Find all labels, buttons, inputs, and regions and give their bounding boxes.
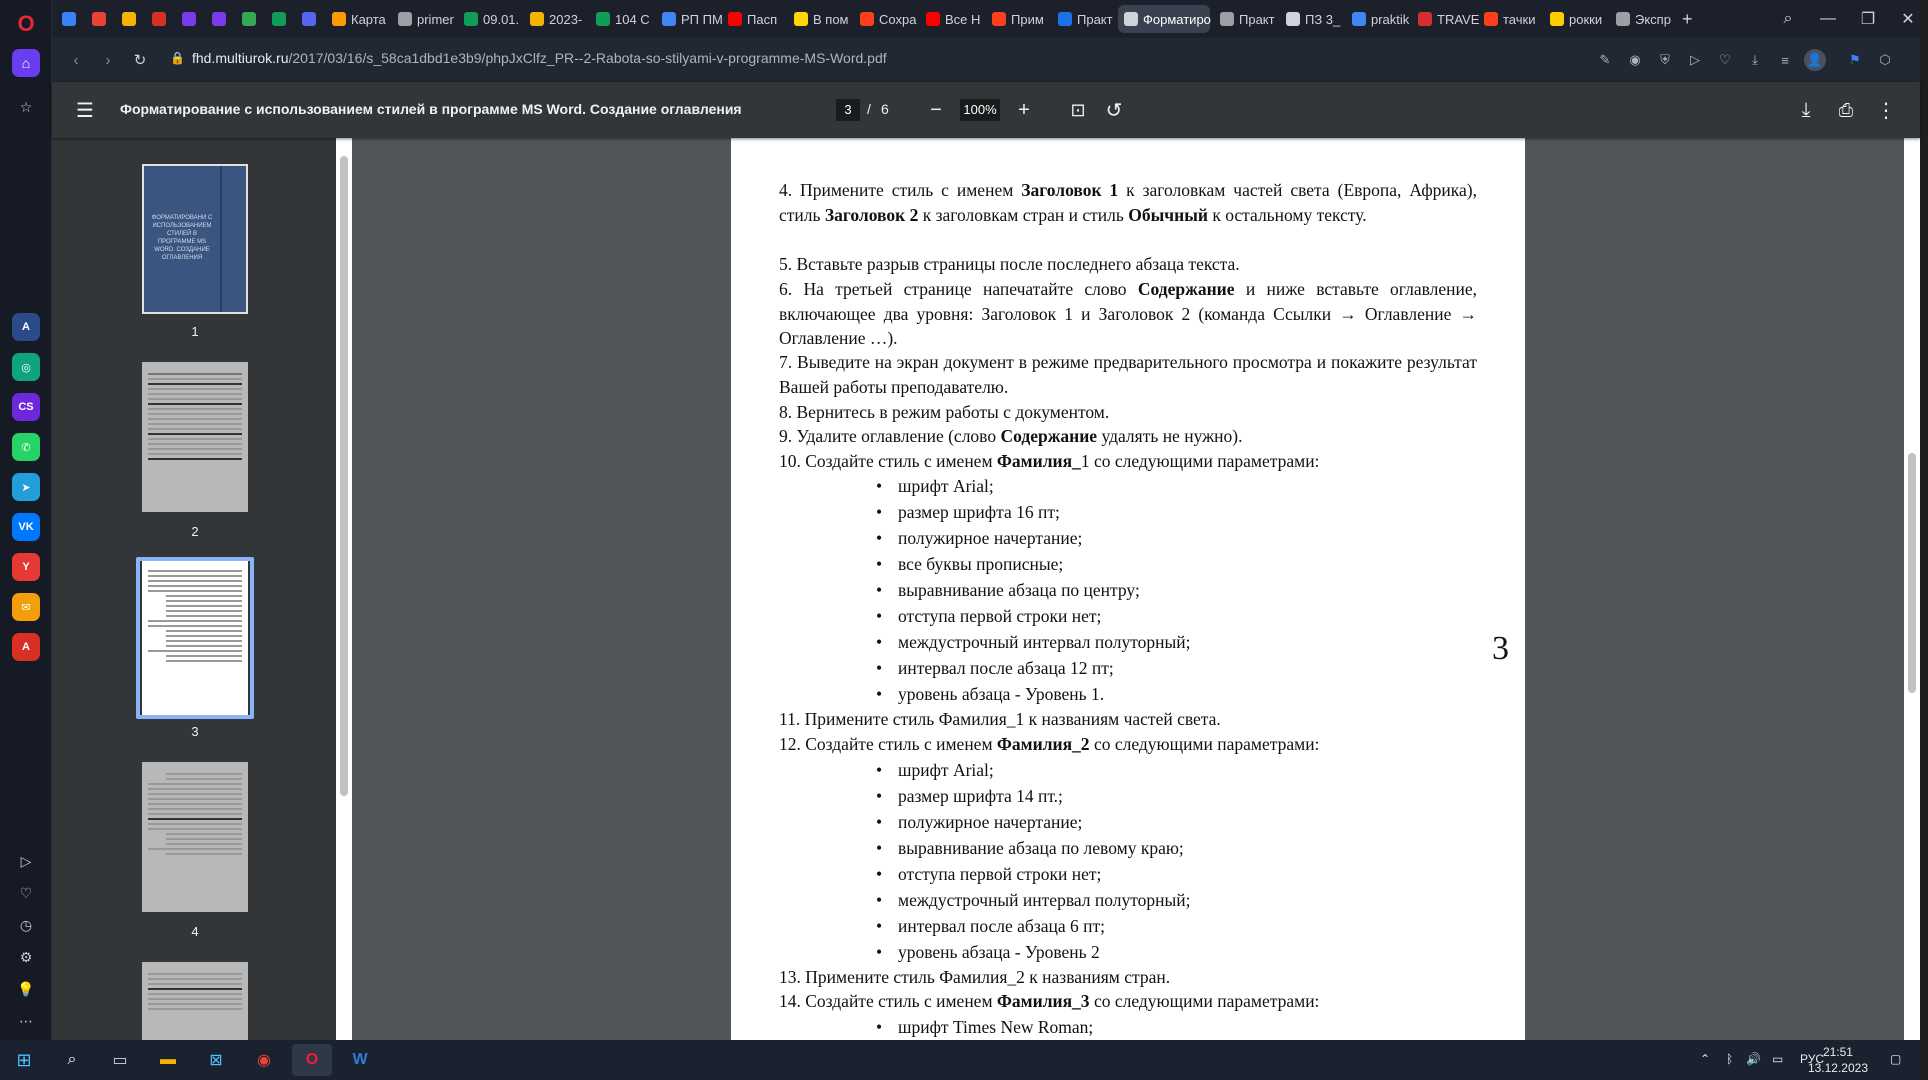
url-path: /2017/03/16/s_58ca1dbd1e3b9/phpJxClfz_PR--2-Rabota-so-stilyami-v-programme-MS-Word.pdf [288, 50, 887, 66]
text-bold: Содержание [1137, 279, 1235, 299]
text: 1 со следующими параметрами: [1080, 451, 1320, 471]
hamburger-menu-icon[interactable]: ☰ [76, 100, 94, 122]
zoom-out-icon[interactable]: − [930, 98, 942, 121]
browser-tab[interactable] [656, 5, 723, 33]
list-item: • уровень абзаца - Уровень 1. [898, 682, 1104, 706]
list-item: • интервал после абзаца 12 пт; [898, 656, 1114, 680]
restore-icon[interactable]: ❐ [1860, 11, 1876, 28]
url-field[interactable] [192, 50, 887, 66]
clock-time: 21:51 [1822, 1045, 1853, 1059]
tab-favicon-icon [530, 12, 544, 26]
search-tabs-icon[interactable]: ⌕ [1783, 10, 1793, 27]
zoom-input[interactable]: 100% [960, 99, 1000, 121]
browser-tab[interactable] [1478, 5, 1540, 33]
language-indicator[interactable]: РУС [1800, 1052, 1825, 1066]
clock-date: 13.12.2023 [1807, 1061, 1868, 1075]
opera-sidebar [0, 0, 52, 1040]
clock[interactable] [1808, 1044, 1868, 1076]
thumbnail-label: 2 [191, 524, 199, 539]
browser-tab[interactable] [986, 5, 1048, 33]
instruction-5: 5. Вставьте разрыв страницы после последнего абзаца текста. [779, 254, 1240, 274]
browser-tab[interactable] [1544, 5, 1606, 33]
browser-tab[interactable] [146, 5, 172, 33]
browser-tab[interactable] [1214, 5, 1276, 33]
browser-tab[interactable] [722, 5, 784, 33]
tips-icon[interactable]: 💡 [17, 980, 35, 997]
tab-favicon-icon [1220, 12, 1234, 26]
tab-label: Пасп [747, 11, 778, 27]
star-icon[interactable]: ☆ [19, 98, 33, 115]
tab-label: 09.01. [483, 11, 520, 27]
tab-label: Практ [1239, 11, 1275, 27]
browser-tab[interactable] [524, 5, 586, 33]
tab-label: Карта [351, 11, 386, 27]
close-icon[interactable]: ✕ [1901, 11, 1915, 28]
tab-label: рокки [1569, 11, 1603, 27]
reload-icon[interactable]: ↻ [133, 52, 147, 69]
download-icon[interactable]: ⤓ [1801, 98, 1811, 121]
shield-icon[interactable]: ⛨ [1660, 52, 1670, 67]
list-item: • размер шрифта 14 пт.; [898, 784, 1063, 808]
text: к остальному тексту. [1207, 204, 1367, 225]
page-total: 6 [881, 101, 889, 117]
start-icon[interactable]: ⊞ [16, 1049, 32, 1070]
text: 4. Примените стиль с именем [779, 180, 1022, 200]
edit-icon[interactable]: ✎ [1599, 52, 1611, 67]
thumbnail-1-divider [220, 166, 222, 312]
thumbnail-page-2[interactable] [142, 362, 248, 512]
heart-icon[interactable]: ♡ [1719, 52, 1731, 67]
browser-tab[interactable] [1052, 5, 1114, 33]
text: и ниже вставьте оглавление, включающее два уровня: Заголовок 1 и Заголовок 2 (команда Ссылки → Оглавление → Оглавление …). [779, 279, 1478, 348]
browser-tab[interactable] [266, 5, 292, 33]
tab-favicon-icon [596, 12, 610, 26]
list-item: • размер шрифта 16 пт; [898, 500, 1060, 524]
tab-label: Сохра [879, 11, 917, 27]
text: к заголовкам стран и стиль [918, 204, 1129, 225]
thumbnail-page-1[interactable] [142, 164, 248, 314]
thumbnail-label: 1 [191, 324, 199, 339]
browser-tab[interactable] [86, 5, 112, 33]
extensions-icon[interactable]: ⬡ [1879, 52, 1891, 67]
browser-tab[interactable] [458, 5, 520, 33]
instruction-10 [779, 449, 1477, 474]
instruction-11: 11. Примените стиль Фамилия_1 к названиям частей света. [779, 709, 1221, 729]
document-scroll-thumb[interactable] [1908, 453, 1916, 693]
text-bold: Содержание [1000, 426, 1098, 446]
more-actions-icon[interactable]: ⋮ [1876, 99, 1896, 122]
tab-favicon-icon [794, 12, 808, 26]
tab-label: TRAVE [1437, 11, 1480, 27]
browser-tab[interactable] [116, 5, 142, 33]
tab-label: primer [417, 11, 454, 27]
browser-tab[interactable] [1280, 5, 1342, 33]
whatsapp-icon[interactable]: ✆ [12, 433, 40, 461]
page-separator: / [867, 101, 871, 117]
text: со следующими параметрами: [1089, 991, 1320, 1011]
list-item: • шрифт Times New Roman; [898, 1015, 1093, 1039]
instruction-9 [779, 424, 1477, 449]
opera-icon[interactable]: O [292, 1044, 332, 1076]
forward-icon[interactable]: › [105, 51, 111, 69]
text-bold: Фамилия_3 [996, 991, 1090, 1011]
text-bold: Фамилия_ [996, 451, 1081, 471]
text-bold: Заголовок 2 [824, 204, 919, 225]
page-number-input[interactable]: 3 [836, 99, 860, 121]
thumbnail-page-5[interactable] [142, 962, 248, 1052]
tab-label: Прим [1011, 11, 1044, 27]
history-icon[interactable]: ◷ [19, 916, 33, 933]
document-viewport [352, 138, 1904, 1040]
browser-tab[interactable] [1118, 5, 1210, 33]
thumbnail-label: 3 [191, 724, 199, 739]
text: удалять не нужно). [1097, 426, 1243, 446]
text: 6. На третьей странице напечатайте слово [779, 279, 1138, 299]
tab-favicon-icon [992, 12, 1006, 26]
instruction-6 [779, 277, 1477, 351]
tab-favicon-icon [860, 12, 874, 26]
list-item: • шрифт Arial; [898, 474, 994, 498]
player-icon[interactable]: ▷ [20, 852, 32, 869]
browser-tab[interactable] [176, 5, 202, 33]
chatgpt-icon[interactable]: ◎ [12, 353, 40, 381]
tab-strip [52, 0, 1920, 38]
text: со следующими параметрами: [1089, 734, 1320, 754]
tab-favicon-icon [728, 12, 742, 26]
thumbnail-scrollbar[interactable] [336, 138, 352, 1040]
tab-favicon-icon [1352, 12, 1366, 26]
list-item: • отступа первой строки нет; [898, 604, 1101, 628]
list-item: • полужирное начертание; [898, 810, 1082, 834]
thumbnail-page-4[interactable] [142, 762, 248, 912]
browser-tab[interactable] [1610, 5, 1672, 33]
tab-label: 2023- [549, 11, 583, 27]
instruction-8: 8. Вернитесь в режим работы с документом. [779, 402, 1110, 422]
tab-favicon-icon [122, 12, 136, 26]
text-bold: Обычный [1128, 204, 1208, 225]
tab-favicon-icon [272, 12, 286, 26]
instruction-14 [779, 989, 1477, 1014]
tab-favicon-icon [1616, 12, 1630, 26]
lock-icon[interactable]: 🔒 [170, 51, 185, 65]
send-icon[interactable]: ▷ [1690, 52, 1700, 67]
tab-label: тачки [1503, 11, 1536, 27]
aria-icon[interactable]: A [12, 313, 40, 341]
tab-favicon-icon [1124, 12, 1138, 26]
text-bold: Фамилия_2 [996, 734, 1090, 754]
browser-tab[interactable] [920, 5, 982, 33]
tab-label: praktik [1371, 11, 1410, 27]
tab-label: Форматиро [1143, 11, 1211, 27]
list-item: • интервал после абзаца 6 пт; [898, 914, 1105, 938]
thumbnail-page-3[interactable] [142, 561, 248, 715]
tab-favicon-icon [92, 12, 106, 26]
address-bar [52, 38, 1920, 82]
zoom-in-icon[interactable]: + [1018, 98, 1030, 121]
instruction-4 [779, 178, 1477, 227]
browser-tab[interactable] [236, 5, 262, 33]
back-icon[interactable]: ‹ [73, 51, 79, 69]
download-icon[interactable]: ⤓ [1752, 52, 1758, 67]
chrome-icon[interactable]: ◉ [257, 1052, 271, 1069]
task-view-icon[interactable]: ▭ [112, 1052, 128, 1069]
tab-favicon-icon [182, 12, 196, 26]
profile-icon[interactable]: 👤 [1804, 49, 1826, 71]
instruction-12 [779, 732, 1477, 757]
tab-label: Практ [1077, 11, 1113, 27]
home-icon[interactable]: ⌂ [12, 49, 40, 77]
telegram-icon[interactable]: ➤ [12, 473, 40, 501]
tab-favicon-icon [926, 12, 940, 26]
tab-favicon-icon [332, 12, 346, 26]
tab-favicon-icon [1550, 12, 1564, 26]
list-item: • шрифт Arial; [898, 758, 994, 782]
tab-favicon-icon [662, 12, 676, 26]
instruction-7: 7. Выведите на экран документ в режиме предварительного просмотра и покажите результат Вашей работы преподавателю. [779, 352, 1477, 397]
heart-icon[interactable]: ♡ [19, 884, 33, 901]
vk-icon[interactable]: VK [12, 513, 40, 541]
list-item: • отступа первой строки нет; [898, 862, 1101, 886]
file-explorer-icon[interactable]: ▬ [160, 1051, 176, 1068]
browser-tab[interactable] [56, 5, 82, 33]
tab-favicon-icon [1418, 12, 1432, 26]
settings-icon[interactable]: ⚙ [19, 948, 33, 965]
text-bold: Заголовок 1 [1021, 180, 1119, 200]
tab-label: РП ПМ [681, 11, 723, 27]
document-title: Форматирование с использованием стилей в программе MS Word. Создание оглавления [120, 101, 742, 117]
instruction-13: 13. Примените стиль Фамилия_2 к названиям стран. [779, 967, 1171, 987]
volume-icon[interactable]: 🔊 [1746, 1052, 1761, 1066]
browser-tab[interactable] [1412, 5, 1480, 33]
bluetooth-icon[interactable]: ᛒ [1726, 1052, 1734, 1066]
tab-label: ПЗ 3_ [1305, 11, 1341, 27]
easy-setup-icon[interactable]: ≡ [1781, 52, 1789, 68]
list-item: • полужирное начертание; [898, 526, 1082, 550]
list-item: • междустрочный интервал полуторный; [898, 630, 1191, 654]
thumbnail-1-title: ФОРМАТИРОВАНИ С ИСПОЛЬЗОВАНИЕМ СТИЛЕЙ В ПРОГРАММЕ MS WORD. СОЗДАНИЕ ОГЛАВЛЕНИЯ [151, 215, 213, 261]
pdf-page [731, 138, 1525, 1040]
thumbnail-pane [52, 138, 336, 1040]
tab-favicon-icon [62, 12, 76, 26]
document-scrollbar[interactable] [1904, 138, 1920, 1040]
list-item: • выравнивание абзаца по левому краю; [898, 836, 1184, 860]
new-tab-button[interactable]: + [1682, 8, 1693, 29]
print-icon[interactable]: ⎙ [1838, 99, 1854, 120]
thumbnail-label: 4 [191, 924, 199, 939]
mail-icon[interactable]: ✉ [12, 593, 40, 621]
list-item: • выравнивание абзаца по центру; [898, 578, 1140, 602]
minimize-icon[interactable]: — [1820, 10, 1836, 27]
text: 9. Удалите оглавление (слово [779, 426, 1001, 446]
tab-favicon-icon [398, 12, 412, 26]
tab-favicon-icon [302, 12, 316, 26]
notifications-icon[interactable]: ▢ [1890, 1052, 1902, 1066]
tab-favicon-icon [212, 12, 226, 26]
opera-logo-icon[interactable]: O [17, 11, 35, 36]
chatsonic-icon[interactable]: CS [12, 393, 40, 421]
search-icon[interactable]: ⌕ [67, 1051, 77, 1068]
tab-favicon-icon [1484, 12, 1498, 26]
url-host: fhd.multiurok.ru [192, 50, 289, 66]
translate-icon[interactable]: A [12, 633, 40, 661]
tab-label: В пом [813, 11, 849, 27]
list-item: • междустрочный интервал полуторный; [898, 888, 1191, 912]
browser-tab[interactable] [326, 5, 388, 33]
pdf-toolbar [52, 82, 1920, 138]
tab-label: 104 C [615, 11, 650, 27]
page-number-label: 3 [1492, 630, 1509, 667]
flow-icon[interactable]: ⚑ [1849, 52, 1861, 67]
camera-icon[interactable]: ◉ [1629, 52, 1641, 67]
tab-label: Все Н [945, 11, 981, 27]
yandex-icon[interactable]: Y [12, 553, 40, 581]
tray-chevron-icon[interactable]: ⌃ [1700, 1052, 1711, 1066]
more-icon[interactable]: ⋯ [19, 1012, 33, 1029]
network-icon[interactable]: ▭ [1772, 1052, 1784, 1066]
store-icon[interactable]: ⊠ [209, 1052, 223, 1069]
browser-tab[interactable] [206, 5, 232, 33]
text: 10. Создайте стиль с именем [779, 451, 997, 471]
browser-tab[interactable] [788, 5, 850, 33]
browser-tab[interactable] [854, 5, 916, 33]
taskbar [0, 1040, 1920, 1080]
browser-tab[interactable] [392, 5, 454, 33]
browser-tab[interactable] [296, 5, 322, 33]
word-icon[interactable]: W [352, 1051, 368, 1068]
list-item: • уровень абзаца - Уровень 2 [898, 940, 1100, 964]
list-item: • все буквы прописные; [898, 552, 1063, 576]
tab-favicon-icon [1286, 12, 1300, 26]
tab-label: Экспр [1635, 11, 1671, 27]
tab-favicon-icon [242, 12, 256, 26]
text: к заголовкам частей света (Европа, Африка), стиль [779, 180, 1477, 225]
text: 14. Создайте стиль с именем [779, 991, 997, 1011]
browser-tab[interactable] [590, 5, 652, 33]
text: 12. Создайте стиль с именем [779, 734, 997, 754]
tab-favicon-icon [464, 12, 478, 26]
browser-tab[interactable] [1346, 5, 1408, 33]
rotate-icon[interactable]: ↺ [1105, 99, 1123, 122]
thumbnail-scroll-thumb[interactable] [340, 156, 348, 796]
tab-favicon-icon [152, 12, 166, 26]
fit-page-icon[interactable]: ⊡ [1070, 99, 1086, 120]
tab-favicon-icon [1058, 12, 1072, 26]
